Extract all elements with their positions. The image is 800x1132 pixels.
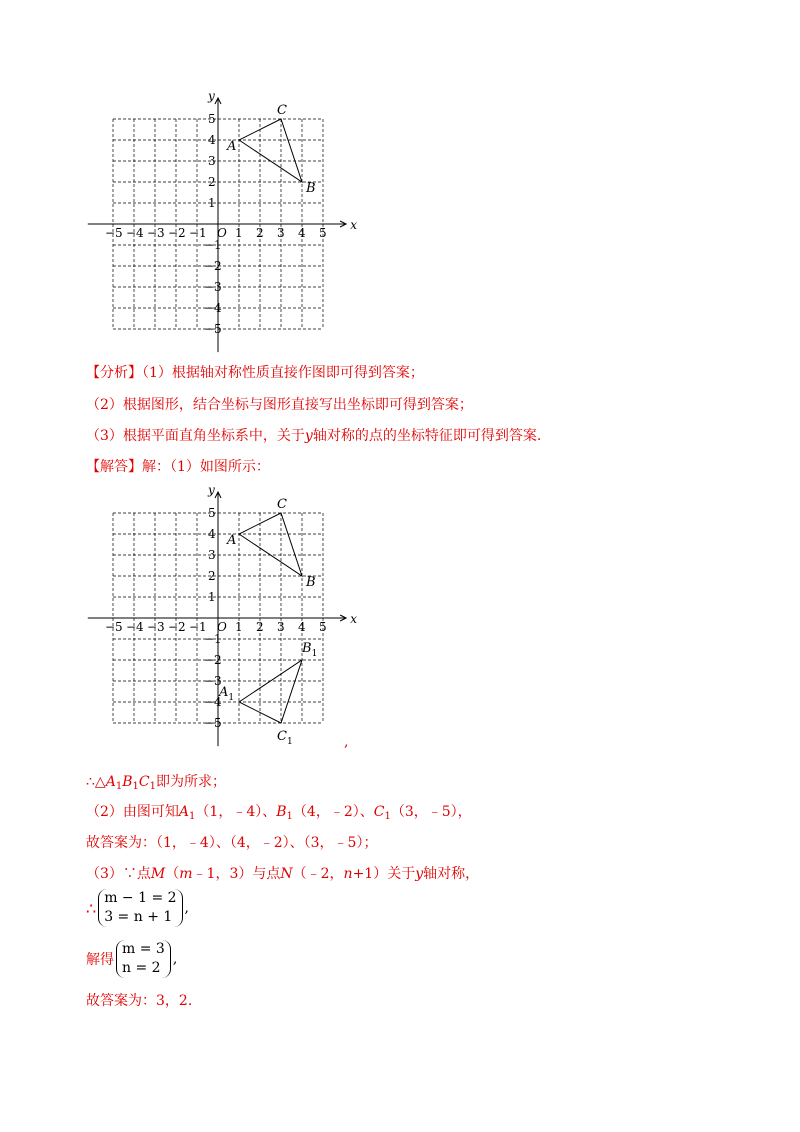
x-tick-label: −3 xyxy=(147,226,165,240)
y-tick-label: 4 xyxy=(208,133,216,147)
x-tick-label: 1 xyxy=(235,226,243,240)
x-tick-label: −4 xyxy=(126,226,144,240)
y-tick-label: 1 xyxy=(208,196,216,210)
x-tick-label: −2 xyxy=(168,226,186,240)
analysis-text-1: （1）根据轴对称性质直接作图即可得到答案； xyxy=(142,365,424,381)
y-tick-label: 1 xyxy=(208,590,216,604)
analysis-tag: 【分析】 xyxy=(86,365,142,381)
y-tick-label: 2 xyxy=(208,175,216,189)
equation-system-2: 解得 m = 3 n = 2 , xyxy=(86,941,178,976)
y-tick-label: −5 xyxy=(204,716,222,730)
origin-label: O xyxy=(217,226,227,240)
equation-system-1: ∴ m − 1 = 2 3 = n + 1 , xyxy=(86,890,189,925)
y-tick-label: −2 xyxy=(204,259,222,273)
x-tick-label: 4 xyxy=(298,620,306,634)
x-tick-label: 4 xyxy=(298,226,306,240)
analysis-line-2: （2）根据图形，结合坐标与图形直接写出坐标即可得到答案； xyxy=(86,397,473,413)
triangle-A1B1C1 xyxy=(239,660,302,723)
part3-answer: 故答案为：3，2. xyxy=(86,993,193,1009)
x-tick-label: 2 xyxy=(256,226,264,240)
y-tick-label: −5 xyxy=(204,322,222,336)
y-tick-label: −4 xyxy=(204,301,222,315)
x-tick-label: −2 xyxy=(168,620,186,634)
vertex-label-B: B xyxy=(306,575,316,590)
y-tick-label: −1 xyxy=(204,238,222,252)
solution-intro: 【解答】解：（1）如图所示： xyxy=(86,459,270,475)
solution-brace: m = 3 n = 2 xyxy=(116,940,171,978)
x-tick-label: 1 xyxy=(235,620,243,634)
part3-statement: （3）∵点M（m﹣1，3）与点N（﹣2，n+1）关于y轴对称， xyxy=(86,866,480,882)
vertex-label-A: A xyxy=(227,533,237,548)
y-tick-label: 3 xyxy=(208,154,216,168)
y-tick-label: −4 xyxy=(204,695,222,709)
x-tick-label: −1 xyxy=(189,620,207,634)
system-brace: m − 1 = 2 3 = n + 1 xyxy=(98,889,182,927)
x-tick-label: −5 xyxy=(105,620,123,634)
analysis-line-3: （3）根据平面直角坐标系中，关于y轴对称的点的坐标特征即可得到答案. xyxy=(86,428,542,444)
vertex-label-B1: $B_1$ xyxy=(302,641,318,659)
y-tick-label: −3 xyxy=(204,280,222,294)
part2-coordinates: （2）由图可知$A_1(1$，﹣4）、$B_1(4$，﹣2）、$C_1(3$，﹣5）， xyxy=(86,804,472,822)
y-axis-label: y xyxy=(208,483,215,497)
vertex-label-C1: $C_1$ xyxy=(277,729,293,747)
y-tick-label: 4 xyxy=(208,527,216,541)
y-tick-label: 5 xyxy=(208,112,216,126)
analysis-line-1 xyxy=(86,364,424,382)
triangle-ABC xyxy=(239,513,302,576)
x-tick-label: −5 xyxy=(105,226,123,240)
x-tick-label: 2 xyxy=(256,620,264,634)
vertex-label-C: C xyxy=(277,103,287,118)
vertex-label-A: A xyxy=(227,139,237,154)
origin-label: O xyxy=(217,620,227,634)
conclusion-triangle: $\therefore\triangle A_1B_1C_1$即为所求； xyxy=(86,774,226,792)
x-tick-label: −4 xyxy=(126,620,144,634)
y-axis-label: y xyxy=(208,89,215,103)
x-tick-label: −3 xyxy=(147,620,165,634)
x-tick-label: 3 xyxy=(277,226,285,240)
y-tick-label: 2 xyxy=(208,569,216,583)
y-tick-label: −1 xyxy=(204,632,222,646)
y-tick-label: 5 xyxy=(208,506,216,520)
x-tick-label: 5 xyxy=(319,620,327,634)
vertex-label-A1: $A_1$ xyxy=(219,685,235,703)
coordinate-figure-2 xyxy=(80,482,360,752)
x-tick-label: −1 xyxy=(189,226,207,240)
vertex-label-B: B xyxy=(306,181,316,196)
solution-tag: 【解答】 xyxy=(86,459,142,475)
y-tick-label: 3 xyxy=(208,548,216,562)
part2-answer: 故答案为：（1，﹣4）、（4，﹣2）、（3，﹣5）； xyxy=(86,835,378,851)
y-tick-label: −3 xyxy=(204,674,222,688)
x-tick-label: 3 xyxy=(277,620,285,634)
y-tick-label: −2 xyxy=(204,653,222,667)
x-axis-label: x xyxy=(350,612,358,626)
x-axis-label: x xyxy=(350,218,358,232)
x-tick-label: 5 xyxy=(319,226,327,240)
figure-trailing-comma: , xyxy=(344,734,349,750)
triangle-ABC xyxy=(239,119,302,182)
vertex-label-C: C xyxy=(277,497,287,512)
coordinate-figure-1 xyxy=(80,88,360,358)
